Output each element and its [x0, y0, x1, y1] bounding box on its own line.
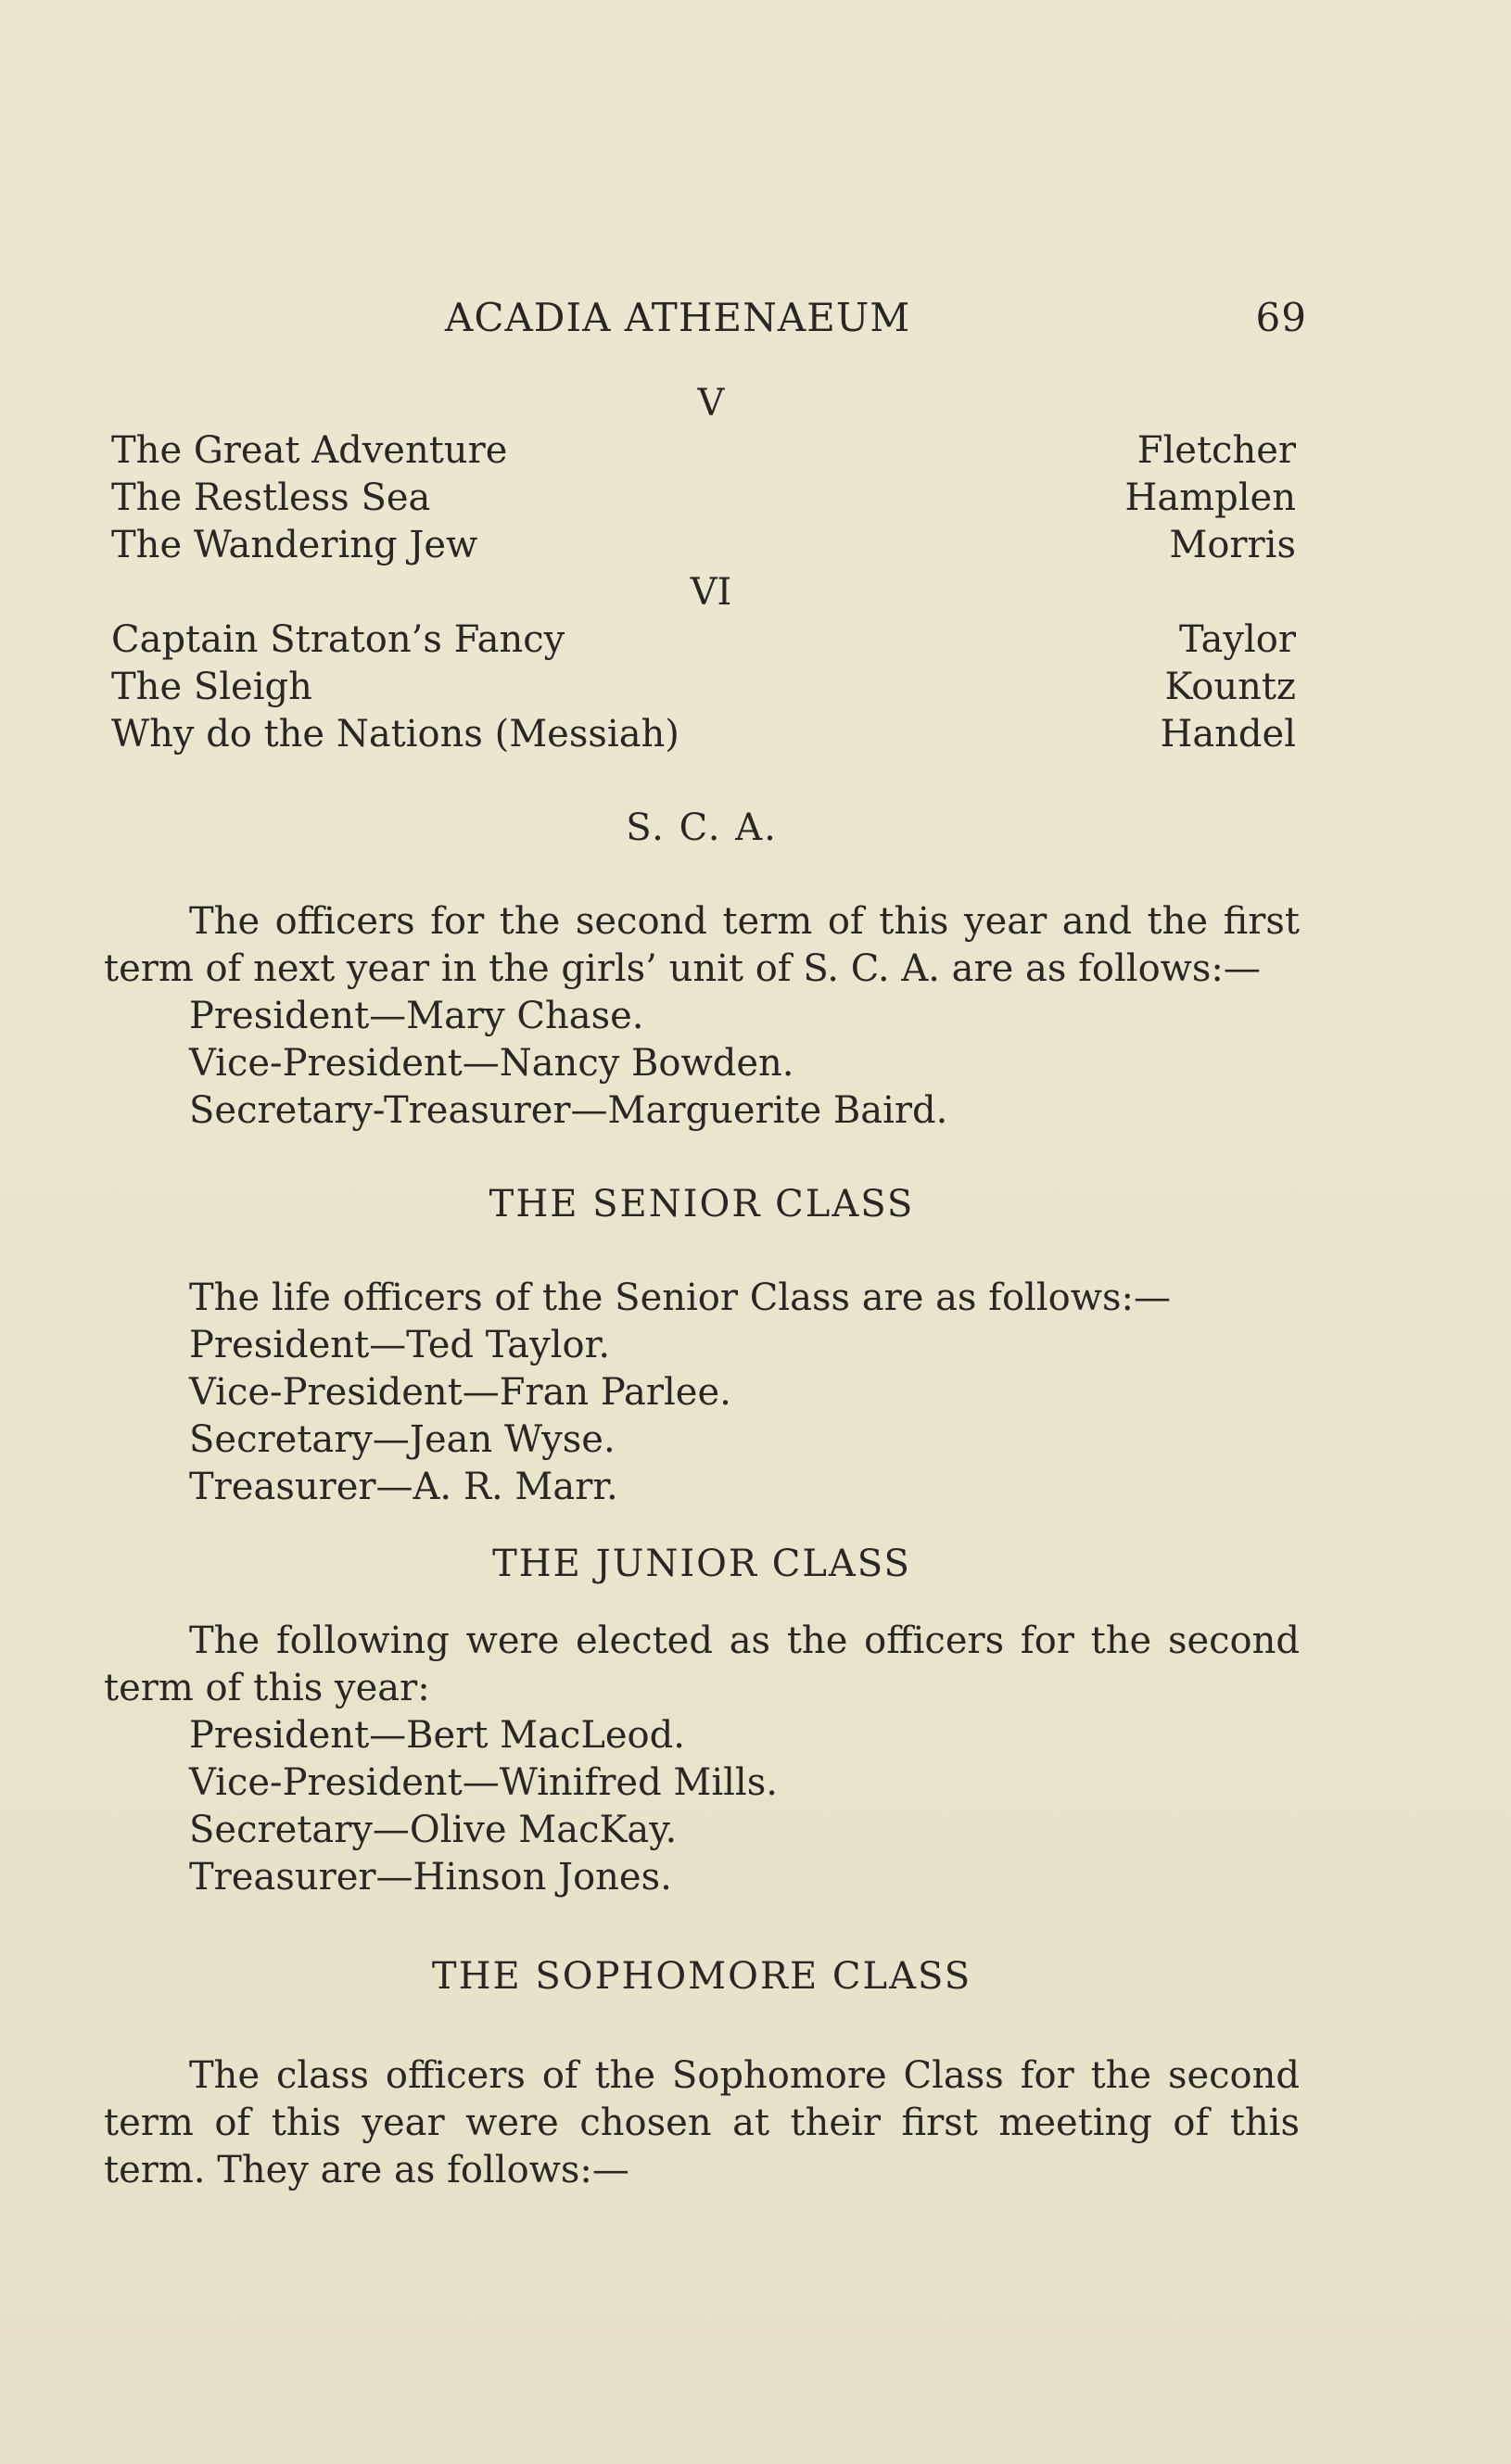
- composer-name: Morris: [1169, 524, 1296, 566]
- officer-line: President—Ted Taylor.: [189, 1324, 611, 1366]
- composer-name: Fletcher: [1136, 429, 1296, 472]
- composer-name: Hamplen: [1124, 476, 1296, 519]
- officer-line: President—Mary Chase.: [189, 995, 644, 1037]
- page-number: 69: [1255, 295, 1307, 340]
- piece-title: Why do the Nations (Messiah): [111, 713, 679, 756]
- officer-line: Secretary-Treasurer—Marguerite Baird.: [189, 1089, 948, 1132]
- program-item: [104, 522, 1300, 569]
- program-item: [104, 427, 1300, 475]
- sophomore-class-heading: THE SOPHOMORE CLASS: [431, 1955, 972, 1998]
- piece-title: The Wandering Jew: [111, 524, 478, 566]
- program-item: [104, 475, 1300, 522]
- senior-class-paragraph: The life officers of the Senior Class are as follows:—: [189, 1276, 1171, 1319]
- officer-line: Vice-President—Winifred Mills.: [189, 1761, 778, 1804]
- officer-line: Secretary—Olive MacKay.: [189, 1809, 678, 1851]
- sca-heading: S. C. A.: [626, 807, 778, 849]
- officer-line: Treasurer—A. R. Marr.: [189, 1466, 618, 1508]
- sophomore-class-paragraph: The class officers of the Sophomore Class for the second term of this year were chosen at their first meeting of this term. They are as follows:—: [104, 2054, 1300, 2191]
- composer-name: Taylor: [1178, 618, 1296, 661]
- piece-title: The Sleigh: [111, 666, 312, 708]
- junior-class-heading: THE JUNIOR CLASS: [492, 1543, 911, 1585]
- page-content: [104, 380, 1300, 2194]
- piece-title: The Great Adventure: [111, 429, 508, 472]
- program-item: [104, 711, 1300, 758]
- program-item: [104, 616, 1300, 664]
- piece-title: The Restless Sea: [111, 476, 431, 519]
- officer-line: Treasurer—Hinson Jones.: [189, 1856, 672, 1899]
- officer-line: Vice-President—Fran Parlee.: [189, 1371, 731, 1414]
- officer-line: President—Bert MacLeod.: [189, 1714, 685, 1757]
- sca-paragraph: The officers for the second term of this year and the first term of next year in the girls’ unit of S. C. A. are as follows:—: [104, 900, 1300, 990]
- piece-title: Captain Straton’s Fancy: [111, 618, 565, 661]
- junior-class-paragraph: The following were elected as the officers for the second term of this year:: [104, 1619, 1300, 1709]
- running-header: [102, 295, 1307, 350]
- journal-title: ACADIA ATHENAEUM: [445, 295, 911, 340]
- composer-name: Kountz: [1164, 666, 1296, 708]
- composer-name: Handel: [1160, 713, 1296, 756]
- officer-line: Secretary—Jean Wyse.: [189, 1418, 616, 1461]
- officer-line: Vice-President—Nancy Bowden.: [189, 1042, 794, 1085]
- program-numeral-vi: VI: [690, 571, 732, 614]
- senior-class-heading: THE SENIOR CLASS: [489, 1183, 915, 1226]
- program-numeral-v: V: [697, 382, 725, 425]
- program-item: [104, 664, 1300, 711]
